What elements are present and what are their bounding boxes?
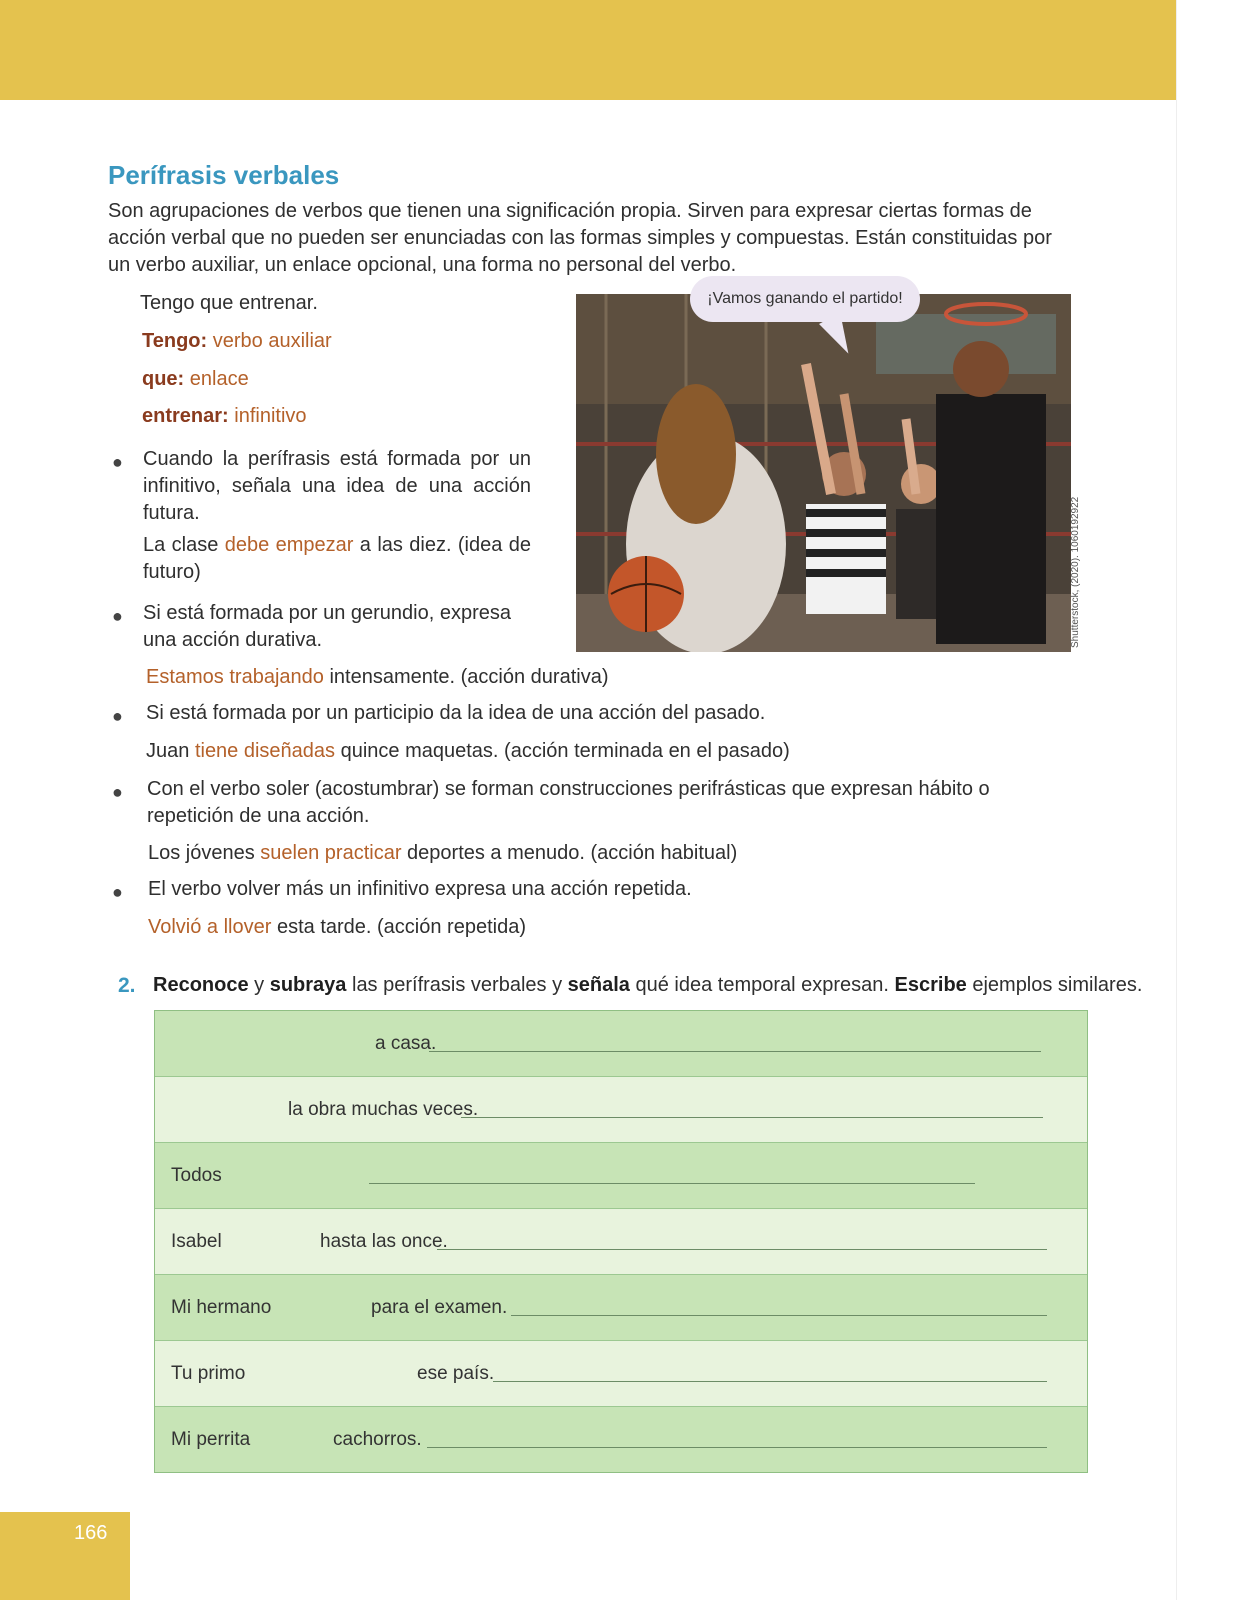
row-rest: para el examen. — [371, 1297, 508, 1318]
page-edge — [1176, 0, 1236, 1600]
bullet-gerund: Si está formada por un gerundio, expresa una acción durativa. — [143, 602, 511, 651]
example-part-2: que: enlace — [142, 368, 249, 390]
answer-line[interactable] — [511, 1315, 1047, 1316]
table-row — [155, 1275, 1087, 1341]
basketball-photo — [576, 294, 1071, 652]
bullet-icon: ● — [112, 782, 123, 802]
exercise-number: 2. — [118, 974, 136, 997]
answer-line[interactable] — [427, 1447, 1047, 1448]
answer-line[interactable] — [369, 1183, 975, 1184]
exercise-instruction: Reconoce y subraya las perífrasis verbales y señala qué idea temporal expresan. Escribe ejemplos similares. — [153, 974, 1143, 996]
row-subject: Mi perrita — [171, 1429, 251, 1450]
row-subject: Tu primo — [171, 1363, 246, 1384]
row-subject: Isabel — [171, 1231, 222, 1252]
answer-line[interactable] — [493, 1381, 1047, 1382]
bullet-soler: Con el verbo soler (acostumbrar) se forman construcciones perifrásticas que expresan hábito o repetición de una acción. — [147, 778, 990, 827]
row-subject: Mi hermano — [171, 1297, 272, 1318]
speech-bubble: ¡Vamos ganando el partido! — [690, 276, 920, 322]
row-rest: cachorros. — [333, 1429, 422, 1450]
example-part-1: Tengo: verbo auxiliar — [142, 330, 332, 352]
bullet-volver: El verbo volver más un infinitivo expresa una acción repetida. — [148, 878, 692, 900]
table-row — [155, 1011, 1087, 1077]
section-title: Perífrasis verbales — [108, 160, 340, 190]
row-subject: Todos — [171, 1165, 222, 1186]
table-row — [155, 1077, 1087, 1143]
table-row — [155, 1341, 1087, 1407]
example-part-3: entrenar: infinitivo — [142, 405, 307, 427]
row-rest: hasta las once. — [320, 1231, 448, 1252]
example-sentence: Tengo que entrenar. — [140, 292, 318, 314]
page-number-tab — [0, 1512, 130, 1600]
section-intro: Son agrupaciones de verbos que tienen una significación propia. Sirven para expresar ciertas formas de acción verbal que no pueden ser enunciadas con las formas simples y compuestas. Están constituidas por un verbo auxiliar, un enlace opcional, una forma no personal del verbo. — [108, 200, 1052, 276]
page-number: 166 — [74, 1522, 108, 1544]
bullet-infinitive: Cuando la perífrasis está formada por un infinitivo, señala una idea de una acción futura. — [143, 448, 531, 524]
exercise-table — [154, 1010, 1088, 1473]
example-participle: Juan tiene diseñadas quince maquetas. (acción terminada en el pasado) — [146, 740, 790, 762]
bullet-icon: ● — [112, 706, 123, 726]
bullet-participle: Si está formada por un participio da la idea de una acción del pasado. — [146, 702, 766, 724]
answer-line[interactable] — [461, 1117, 1043, 1118]
bullet-icon: ● — [112, 452, 123, 472]
row-rest: ese país. — [417, 1363, 495, 1384]
example-gerund: Estamos trabajando intensamente. (acción durativa) — [146, 666, 609, 688]
top-color-band — [0, 0, 1176, 100]
example-infinitive: La clase debe empezar a las diez. (idea de futuro) — [143, 534, 531, 583]
row-rest: la obra muchas veces. — [288, 1099, 479, 1120]
example-volver: Volvió a llover esta tarde. (acción repetida) — [148, 916, 526, 938]
answer-line[interactable] — [429, 1051, 1041, 1052]
row-rest: a casa. — [375, 1033, 437, 1054]
photo-credit: Shutterstock, (2020). 1060192922 — [1070, 496, 1081, 648]
answer-line[interactable] — [437, 1249, 1047, 1250]
table-row — [155, 1209, 1087, 1275]
example-soler: Los jóvenes suelen practicar deportes a menudo. (acción habitual) — [148, 842, 738, 864]
bullet-icon: ● — [112, 606, 123, 626]
table-row — [155, 1143, 1087, 1209]
table-row — [155, 1407, 1087, 1472]
bullet-icon: ● — [112, 882, 123, 902]
